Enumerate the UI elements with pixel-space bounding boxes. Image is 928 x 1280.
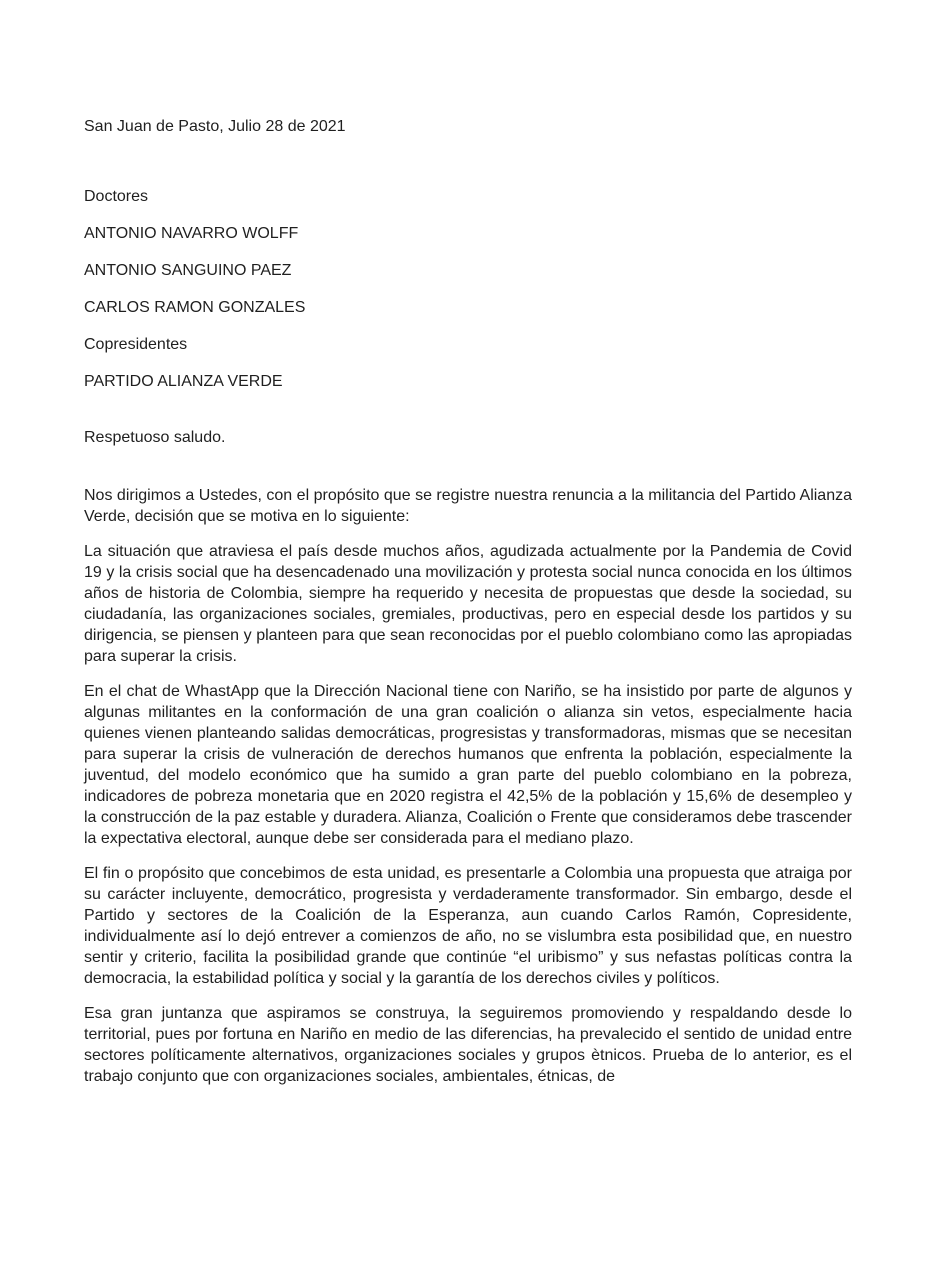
paragraph: Nos dirigimos a Ustedes, con el propósito que se registre nuestra renuncia a la militancia del Partido Alianza Verde, decisión que se motiva en lo siguiente: (84, 487, 852, 525)
recipients-organization: PARTIDO ALIANZA VERDE (84, 373, 283, 390)
recipient-name: ANTONIO SANGUINO PAEZ (84, 262, 292, 279)
paragraph: El fin o propósito que concebimos de esta unidad, es presentarle a Colombia una propuesta que atraiga por su carácter incluyente, democrático, progresista y verdaderamente transformador. Sin embargo, desde el Partido y sectores de la Coalición de la Esperanza, aun cuando Carlos Ramón, Copresidente, individualmente así lo dejó entrever a comienzos de año, no se vislumbra esta posibilidad que, en nuestro sentir y criterio, facilita la posibilidad grande que continúe “el uribismo” y sus nefastas políticas contra la democracia, la estabilidad política y social y la garantía de los derechos civiles y políticos. (84, 865, 852, 987)
paragraph: Esa gran juntanza que aspiramos se construya, la seguiremos promoviendo y respaldando desde lo territorial, pues por fortuna en Nariño en medio de las diferencias, ha prevalecido el sentido de unidad entre sectores políticamente alternativos, organizaciones sociales y grupos ètnicos. Prueba de lo anterior, es el trabajo conjunto que con organizaciones sociales, ambientales, étnicas, de (84, 1005, 852, 1085)
date-line: San Juan de Pasto, Julio 28 de 2021 (84, 118, 346, 135)
paragraph: La situación que atraviesa el país desde muchos años, agudizada actualmente por la Pandemia de Covid 19 y la crisis social que ha desencadenado una movilización y protesta social nunca conocida en los últimos años de historia de Colombia, siempre ha requerido y necesita de propuestas que desde la sociedad, su ciudadanía, las organizaciones sociales, gremiales, productivas, pero en especial desde los partidos y su dirigencia, se piensen y planteen para que sean reconocidas por el pueblo colombiano como las apropiadas para superar la crisis. (84, 543, 852, 665)
recipients-role: Copresidentes (84, 336, 188, 353)
paragraph: En el chat de WhastApp que la Dirección Nacional tiene con Nariño, se ha insistido por parte de algunos y algunas militantes en la conformación de una gran coalición o alianza sin vetos, especialmente hacia quienes vienen planteando salidas democráticas, progresistas y transformadoras, mismas que se necesitan para superar la crisis de vulneración de derechos humanos que enfrenta la población, especialmente la juventud, del modelo económico que ha sumido a gran parte del pueblo colombiano en la pobreza, indicadores de pobreza monetaria que en 2020 registra el 42,5% de la población y 15,6% de desempleo y la construcción de la paz estable y duradera. Alianza, Coalición o Frente que consideramos debe trascender la expectativa electoral, aunque debe ser considerada para el mediano plazo. (84, 683, 852, 847)
greeting-line: Respetuoso saludo. (84, 429, 226, 446)
recipient-name: ANTONIO NAVARRO WOLFF (84, 225, 299, 242)
letter-body (84, 485, 852, 1087)
recipients-title: Doctores (84, 188, 149, 205)
recipients-block (84, 186, 852, 392)
recipient-name: CARLOS RAMON GONZALES (84, 299, 306, 316)
